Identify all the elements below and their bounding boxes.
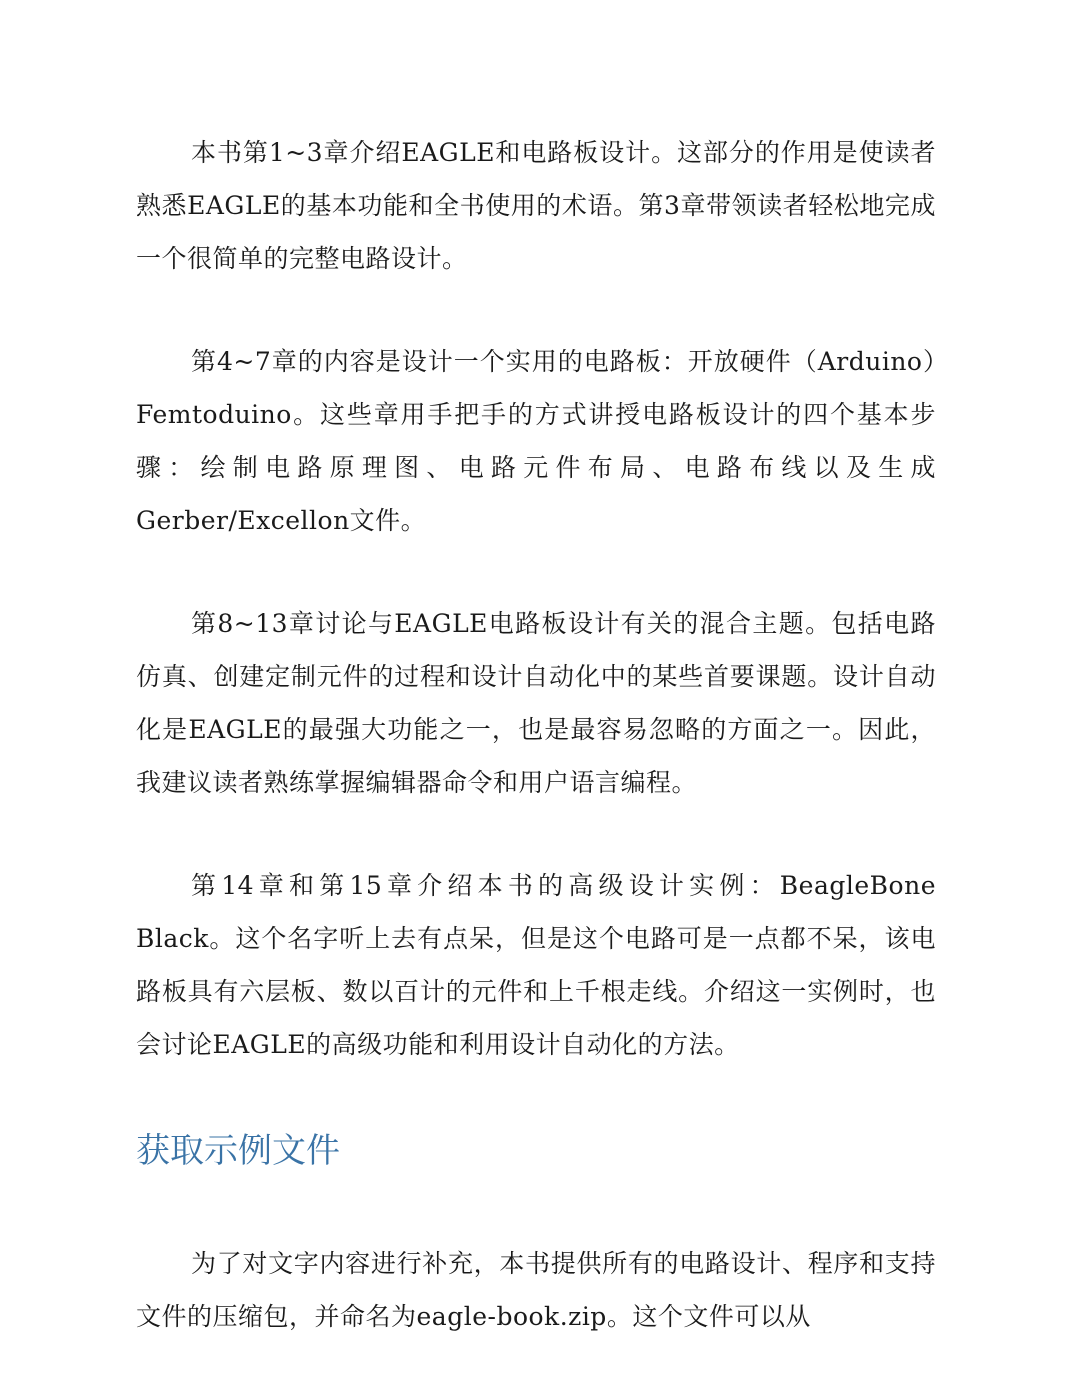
paragraph-chapters-1-3: 本书第1~3章介绍EAGLE和电路板设计。这部分的作用是使读者熟悉EAGLE的基本功能和全书使用的术语。第3章带领读者轻松地完成一个很简单的完整电路设计。 bbox=[136, 138, 936, 273]
paragraph-chapters-14-15: 第14章和第15章介绍本书的高级设计实例：BeagleBone Black。这个名字听上去有点呆，但是这个电路可是一点都不呆，该电路板具有六层板、数以百计的元件和上千根走线。介绍这一实例时，也会讨论EAGLE的高级功能和利用设计自动化的方法。 bbox=[136, 871, 936, 1059]
paragraph-chapters-8-13: 第8~13章讨论与EAGLE电路板设计有关的混合主题。包括电路仿真、创建定制元件的过程和设计自动化中的某些首要课题。设计自动化是EAGLE的最强大功能之一，也是最容易忽略的方面之一。因此，我建议读者熟练掌握编辑器命令和用户语言编程。 bbox=[136, 609, 936, 797]
paragraph-chapters-4-7: 第4~7章的内容是设计一个实用的电路板：开放硬件（Arduino）Femtoduino。这些章用手把手的方式讲授电路板设计的四个基本步骤：绘制电路原理图、电路元件布局、电路布线以及生成Gerber/Excellon文件。 bbox=[136, 347, 936, 535]
document-page bbox=[136, 126, 936, 1393]
paragraph-example-files: 为了对文字内容进行补充，本书提供所有的电路设计、程序和支持文件的压缩包，并命名为eagle-book.zip。这个文件可以从 bbox=[136, 1249, 936, 1331]
section-heading: 获取示例文件 bbox=[136, 1131, 340, 1171]
